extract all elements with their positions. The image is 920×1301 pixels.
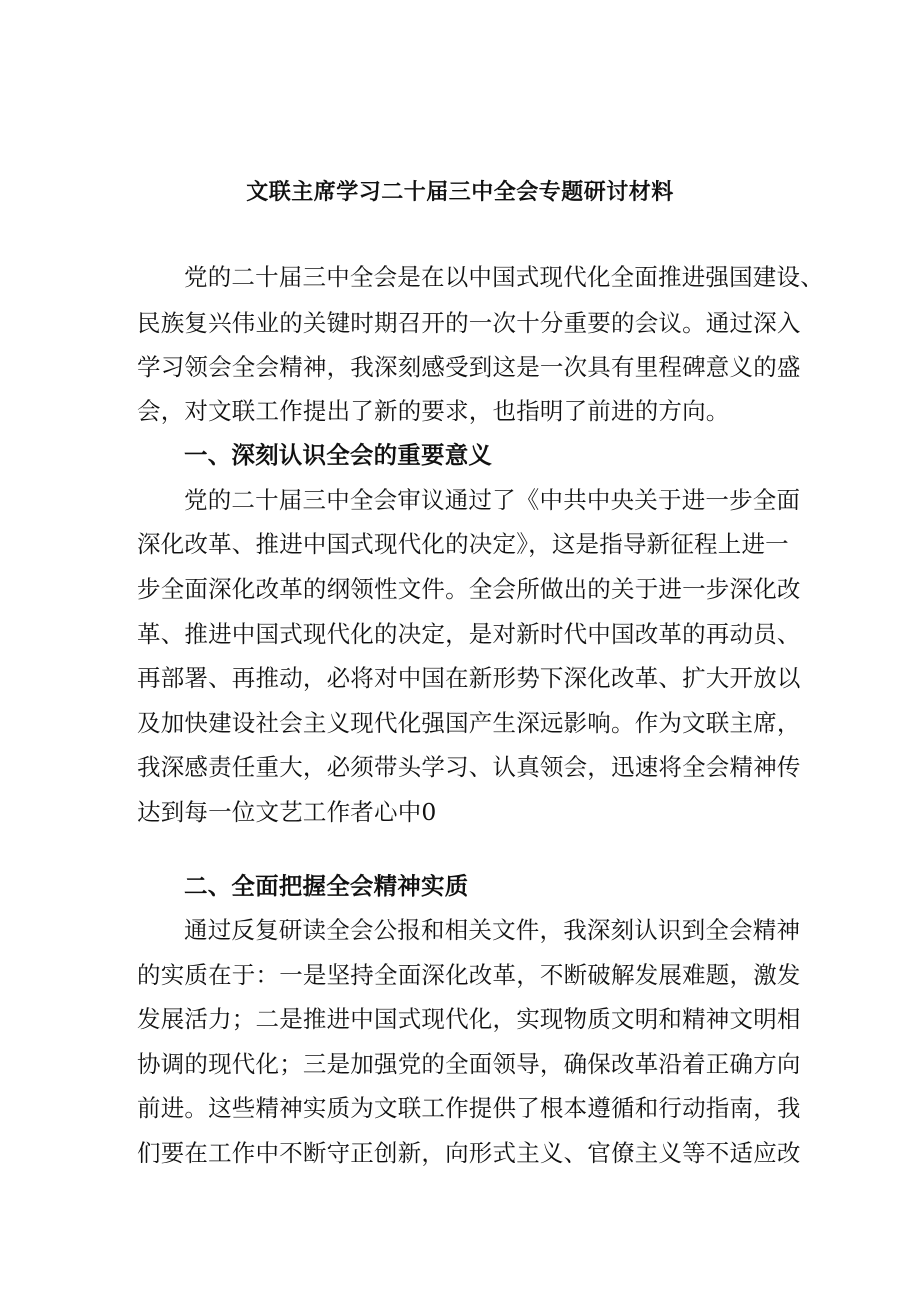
paragraph-1-line-4: 会，对文联工作提出了新的要求，也指明了前进的方向。 bbox=[137, 397, 730, 425]
paragraph-3-line-4: 协调的现代化；三是加强党的全面领导，确保改革沿着正确方向 bbox=[137, 1050, 801, 1078]
paragraph-2-line-3: 步全面深化改革的纲领性文件。全会所做出的关于进一步深化改 bbox=[137, 575, 801, 603]
paragraph-2-line-6: 及加快建设社会主义现代化强国产生深远影响。作为文联主席， bbox=[137, 709, 801, 737]
paragraph-2-line-7: 我深感责任重大，必须带头学习、认真领会，迅速将全会精神传 bbox=[137, 753, 801, 781]
section-heading-2: 二、全面把握全会精神实质 bbox=[184, 872, 469, 900]
paragraph-2-line-5: 再部署、再推动，必将对中国在新形势下深化改革、扩大开放以 bbox=[137, 664, 801, 692]
paragraph-2-line-1: 党的二十届三中全会审议通过了《中共中央关于进一步全面 bbox=[184, 486, 801, 514]
paragraph-3-line-5: 前进。这些精神实质为文联工作提供了根本遵循和行动指南，我 bbox=[137, 1094, 801, 1122]
paragraph-1-line-3: 学习领会全会精神，我深刻感受到这是一次具有里程碑意义的盛 bbox=[137, 353, 801, 381]
document-title: 文联主席学习二十届三中全会专题研讨材料 bbox=[246, 179, 674, 205]
paragraph-2-line-8: 达到每一位文艺工作者心中0 bbox=[137, 798, 437, 826]
paragraph-3-line-2: 的实质在于：一是坚持全面深化改革，不断破解发展难题，激发 bbox=[137, 961, 801, 989]
paragraph-2-line-2: 深化改革、推进中国式现代化的决定》，这是指导新征程上进一 bbox=[137, 530, 789, 558]
paragraph-1-line-2: 民族复兴伟业的关键时期召开的一次十分重要的会议。通过深入 bbox=[137, 309, 801, 337]
paragraph-2-line-4: 革、推进中国式现代化的决定，是对新时代中国改革的再动员、 bbox=[137, 620, 801, 648]
paragraph-3-line-6: 们要在工作中不断守正创新，向形式主义、官僚主义等不适应改 bbox=[137, 1139, 801, 1167]
paragraph-3-line-3: 发展活力；二是推进中国式现代化，实现物质文明和精神文明相 bbox=[137, 1005, 801, 1033]
paragraph-1-line-1: 党的二十届三中全会是在以中国式现代化全面推进强国建设、 bbox=[184, 263, 824, 291]
paragraph-3-line-1: 通过反复研读全会公报和相关文件，我深刻认识到全会精神 bbox=[184, 916, 801, 944]
section-heading-1: 一、深刻认识全会的重要意义 bbox=[184, 441, 493, 469]
